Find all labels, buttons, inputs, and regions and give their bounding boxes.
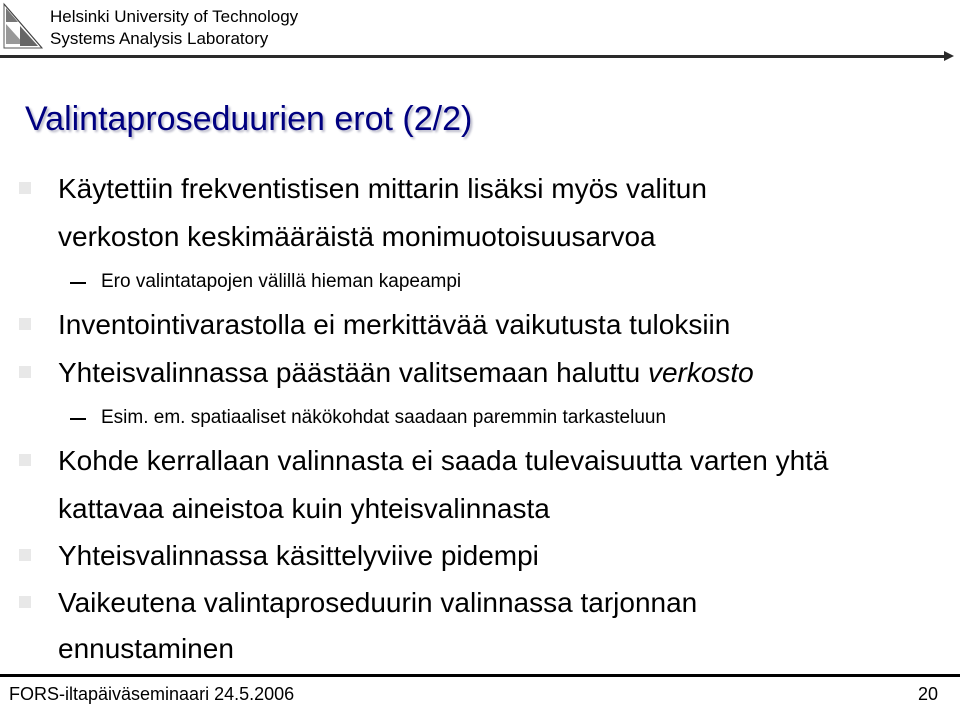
bullet-item [58,350,754,396]
square-bullet-icon [19,318,31,330]
bullet-item-text: Yhteisvalinnassa päästään valitsemaan haluttu [58,357,648,388]
bullet-item: Inventointivarastolla ei merkittävää vaikutusta tuloksiin [58,309,731,340]
sub-bullet-item: Ero valintatapojen välillä hieman kapeampi [101,271,462,292]
bullet-item: Käytettiin frekventistisen mittarin lisäksi myös valitun [58,173,707,204]
footer-divider [0,674,960,677]
bullet-item: Vaikeutena valintaproseduurin valinnassa tarjonnan [58,587,698,618]
sub-bullet-item: Esim. em. spatiaaliset näkökohdat saadaan paremmin tarkasteluun [101,407,667,428]
bullet-item-continuation: kattavaa aineistoa kuin yhteisvalinnasta [58,493,550,524]
slide-title: Valintaproseduurien erot (2/2) [25,100,473,138]
dash-bullet-icon [70,282,86,284]
emphasized-term: verkosto [647,357,754,388]
footer-event-label: FORS-iltapäiväseminaari 24.5.2006 [9,684,295,704]
square-bullet-icon [19,596,31,608]
bullet-item-continuation: verkoston keskimääräistä monimuotoisuusarvoa [58,221,656,252]
square-bullet-icon [19,454,31,466]
bullet-item: Kohde kerrallaan valinnasta ei saada tulevaisuutta varten yhtä [58,445,829,476]
square-bullet-icon [19,366,31,378]
bullet-item: Yhteisvalinnassa käsittelyviive pidempi [58,540,539,571]
org-line-1: Helsinki University of Technology [50,7,299,26]
dash-bullet-icon [70,418,86,420]
org-line-2: Systems Analysis Laboratory [50,29,269,48]
square-bullet-icon [19,182,31,194]
page-number: 20 [917,684,938,704]
square-bullet-icon [19,549,31,561]
bullet-item-continuation: ennustaminen [58,633,234,664]
